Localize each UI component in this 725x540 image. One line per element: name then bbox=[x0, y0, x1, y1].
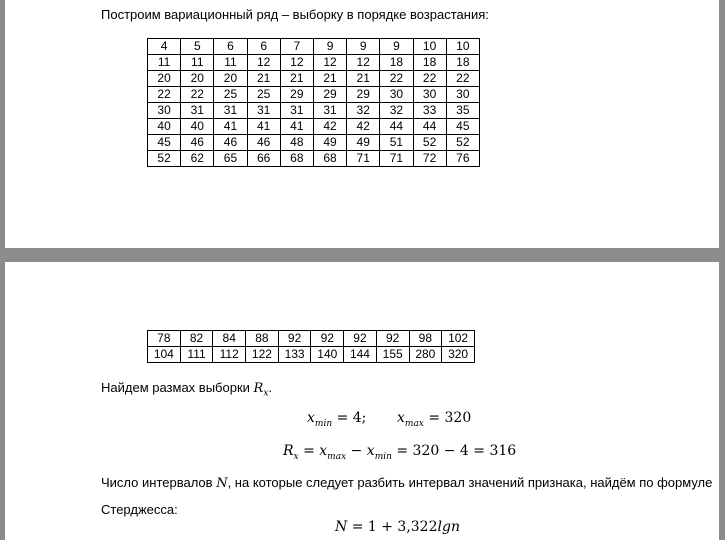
sturges-text: Стерджесса: bbox=[101, 502, 178, 517]
table-cell: 71 bbox=[380, 151, 413, 167]
table-cell: 52 bbox=[446, 135, 479, 151]
table-cell: 21 bbox=[247, 71, 280, 87]
table-cell: 18 bbox=[413, 55, 446, 71]
table-cell: 76 bbox=[446, 151, 479, 167]
table-cell: 30 bbox=[380, 87, 413, 103]
table-row bbox=[148, 87, 480, 103]
table-cell: 6 bbox=[214, 39, 247, 55]
table-cell: 11 bbox=[148, 55, 181, 71]
table-cell: 92 bbox=[278, 331, 311, 347]
table-cell: 11 bbox=[214, 55, 247, 71]
table-cell: 30 bbox=[148, 103, 181, 119]
table-cell: 40 bbox=[181, 119, 214, 135]
table-cell: 42 bbox=[313, 119, 346, 135]
table-cell: 88 bbox=[246, 331, 279, 347]
table-row bbox=[148, 135, 480, 151]
table-row bbox=[148, 119, 480, 135]
table-cell: 7 bbox=[280, 39, 313, 55]
table-cell: 10 bbox=[413, 39, 446, 55]
table-row bbox=[148, 103, 480, 119]
table-cell: 12 bbox=[313, 55, 346, 71]
table-row bbox=[148, 151, 480, 167]
table-cell: 52 bbox=[148, 151, 181, 167]
range-formula: $R_x = x_{max} - x_{min} = 320 - 4 = 316$ bbox=[283, 443, 517, 462]
table-row bbox=[148, 347, 475, 363]
table-cell: 44 bbox=[380, 119, 413, 135]
table-cell: 78 bbox=[148, 331, 181, 347]
table-cell: 9 bbox=[313, 39, 346, 55]
table-cell: 41 bbox=[247, 119, 280, 135]
table-cell: 5 bbox=[181, 39, 214, 55]
table-cell: 29 bbox=[347, 87, 380, 103]
table-cell: 92 bbox=[311, 331, 344, 347]
table-cell: 98 bbox=[409, 331, 442, 347]
table-cell: 46 bbox=[181, 135, 214, 151]
table-cell: 30 bbox=[446, 87, 479, 103]
table-cell: 280 bbox=[409, 347, 442, 363]
table-cell: 12 bbox=[247, 55, 280, 71]
document-page-2 bbox=[5, 262, 719, 540]
table-cell: 52 bbox=[413, 135, 446, 151]
table-row bbox=[148, 39, 480, 55]
table-cell: 46 bbox=[247, 135, 280, 151]
table-cell: 31 bbox=[181, 103, 214, 119]
table-cell: 31 bbox=[313, 103, 346, 119]
table-cell: 62 bbox=[181, 151, 214, 167]
table-cell: 65 bbox=[214, 151, 247, 167]
table-cell: 31 bbox=[214, 103, 247, 119]
variation-series-table-continued bbox=[147, 330, 475, 363]
table-cell: 144 bbox=[344, 347, 377, 363]
table-cell: 48 bbox=[280, 135, 313, 151]
table-cell: 32 bbox=[347, 103, 380, 119]
table-row bbox=[148, 331, 475, 347]
table-cell: 72 bbox=[413, 151, 446, 167]
intervals-text: Число интервалов N, на которые следует разбить интервал значений признака, найдём по формуле bbox=[101, 475, 713, 491]
table-cell: 31 bbox=[280, 103, 313, 119]
table-cell: 22 bbox=[148, 87, 181, 103]
table-cell: 45 bbox=[148, 135, 181, 151]
table-cell: 22 bbox=[181, 87, 214, 103]
table-cell: 18 bbox=[446, 55, 479, 71]
table-cell: 11 bbox=[181, 55, 214, 71]
table-cell: 112 bbox=[213, 347, 246, 363]
table-cell: 122 bbox=[246, 347, 279, 363]
table-cell: 20 bbox=[214, 71, 247, 87]
table-cell: 40 bbox=[148, 119, 181, 135]
table-cell: 41 bbox=[280, 119, 313, 135]
variation-series-table bbox=[147, 38, 480, 167]
sturges-formula: N = 1 + 3,322lgn bbox=[335, 519, 460, 535]
table-cell: 29 bbox=[313, 87, 346, 103]
table-row bbox=[148, 71, 480, 87]
table-cell: 25 bbox=[214, 87, 247, 103]
table-cell: 9 bbox=[347, 39, 380, 55]
xmax-formula: $x_{max} = 320$ bbox=[397, 410, 472, 429]
table-cell: 82 bbox=[180, 331, 213, 347]
table-cell: 49 bbox=[347, 135, 380, 151]
table-cell: 32 bbox=[380, 103, 413, 119]
table-cell: 4 bbox=[148, 39, 181, 55]
table-cell: 111 bbox=[180, 347, 213, 363]
table-cell: 22 bbox=[446, 71, 479, 87]
table-cell: 49 bbox=[313, 135, 346, 151]
table-cell: 41 bbox=[214, 119, 247, 135]
table-cell: 45 bbox=[446, 119, 479, 135]
table-cell: 140 bbox=[311, 347, 344, 363]
table-cell: 18 bbox=[380, 55, 413, 71]
table-cell: 6 bbox=[247, 39, 280, 55]
table-cell: 22 bbox=[413, 71, 446, 87]
table-cell: 21 bbox=[313, 71, 346, 87]
table-cell: 68 bbox=[313, 151, 346, 167]
table-cell: 42 bbox=[347, 119, 380, 135]
table-cell: 10 bbox=[446, 39, 479, 55]
table-cell: 84 bbox=[213, 331, 246, 347]
table-cell: 104 bbox=[148, 347, 181, 363]
table-cell: 20 bbox=[148, 71, 181, 87]
table-cell: 25 bbox=[247, 87, 280, 103]
table-cell: 21 bbox=[347, 71, 380, 87]
table-cell: 320 bbox=[442, 347, 475, 363]
xmin-formula: $x_{min} = 4$; bbox=[307, 410, 367, 429]
table-cell: 44 bbox=[413, 119, 446, 135]
table-cell: 31 bbox=[247, 103, 280, 119]
table-cell: 102 bbox=[442, 331, 475, 347]
table-cell: 68 bbox=[280, 151, 313, 167]
table-cell: 35 bbox=[446, 103, 479, 119]
table-cell: 33 bbox=[413, 103, 446, 119]
range-symbol: $R_x$ bbox=[253, 381, 269, 399]
table-row bbox=[148, 55, 480, 71]
table-cell: 46 bbox=[214, 135, 247, 151]
table-cell: 12 bbox=[280, 55, 313, 71]
table-cell: 20 bbox=[181, 71, 214, 87]
table-cell: 66 bbox=[247, 151, 280, 167]
table-cell: 30 bbox=[413, 87, 446, 103]
table-cell: 21 bbox=[280, 71, 313, 87]
table-cell: 9 bbox=[380, 39, 413, 55]
range-text: Найдем размах выборки $R_x$. bbox=[101, 380, 273, 399]
table-cell: 92 bbox=[376, 331, 409, 347]
table-cell: 29 bbox=[280, 87, 313, 103]
table-cell: 155 bbox=[376, 347, 409, 363]
document-page-1 bbox=[5, 0, 719, 248]
table-cell: 22 bbox=[380, 71, 413, 87]
table-cell: 133 bbox=[278, 347, 311, 363]
table-cell: 51 bbox=[380, 135, 413, 151]
intro-text: Построим вариационный ряд – выборку в порядке возрастания: bbox=[101, 7, 489, 22]
table-cell: 71 bbox=[347, 151, 380, 167]
table-cell: 92 bbox=[344, 331, 377, 347]
table-cell: 12 bbox=[347, 55, 380, 71]
